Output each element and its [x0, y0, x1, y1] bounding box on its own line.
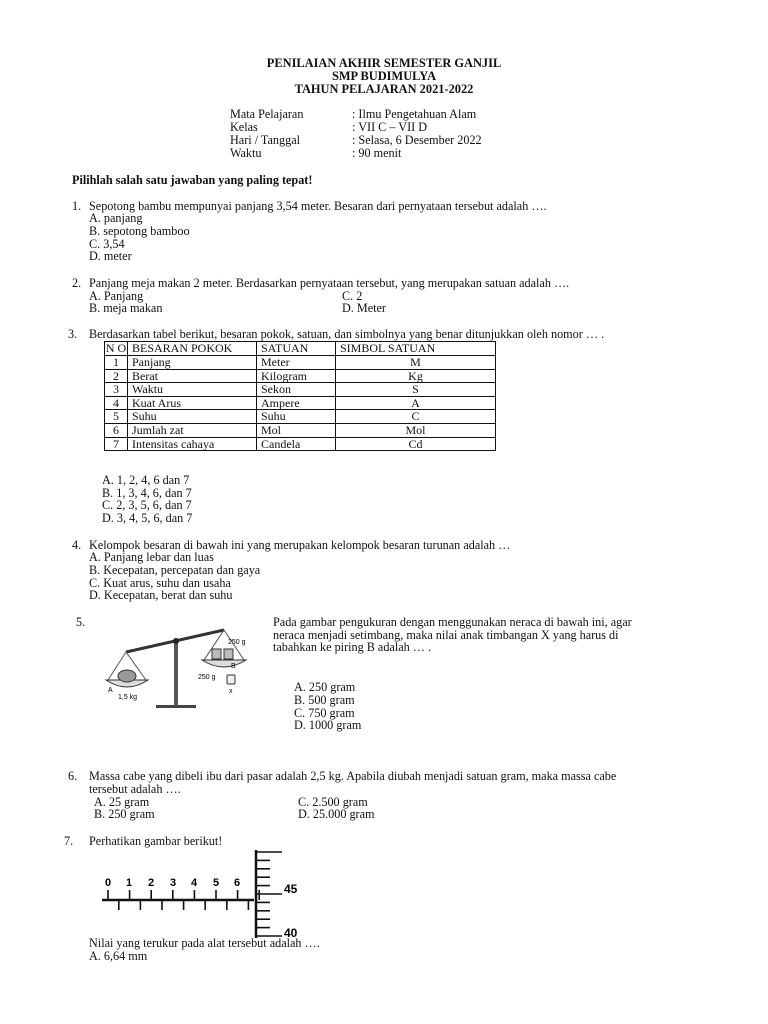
mass-1-5kg — [118, 670, 136, 682]
q1-option-c: C. 3,54 — [89, 237, 125, 251]
q3-option-c: C. 2, 3, 5, 6, dan 7 — [102, 498, 192, 512]
cell-unit: Candela — [257, 437, 336, 451]
cell-unit: Ampere — [257, 396, 336, 410]
label-1-5kg: 1,5 kg — [118, 694, 138, 701]
cell-no: 5 — [105, 410, 128, 424]
cell-quantity: Intensitas cahaya — [128, 437, 257, 451]
q5-option-a: A. 250 gram — [294, 680, 356, 694]
info-label-time: Waktu — [230, 146, 262, 160]
table-row — [105, 423, 496, 437]
info-value-time: : 90 menit — [352, 146, 402, 160]
scale-pivot — [173, 638, 179, 644]
scale-pillar — [174, 640, 178, 706]
school-name: SMP BUDIMULYA — [331, 69, 437, 83]
cell-no: 2 — [105, 369, 128, 383]
q1-option-b: B. sepotong bamboo — [89, 224, 190, 238]
table-row — [105, 410, 496, 424]
q7-number: 7. — [64, 834, 74, 848]
pan-b — [202, 660, 246, 667]
exam-title: PENILAIAN AKHIR SEMESTER GANJIL — [266, 56, 502, 70]
info-label-class: Kelas — [230, 120, 258, 134]
sleeve-number-3: 3 — [169, 877, 177, 889]
q5-text-line-3: tabahkan ke piring B adalah … . — [273, 640, 432, 654]
table-row — [105, 356, 496, 370]
academic-year: TAHUN PELAJARAN 2021-2022 — [294, 82, 474, 96]
cell-unit: Sekon — [257, 383, 336, 397]
q3-option-d: D. 3, 4, 5, 6, dan 7 — [102, 511, 193, 525]
label-250g-mid: 250 g — [198, 674, 216, 681]
cell-symbol: Kg — [336, 369, 496, 383]
info-value-date: : Selasa, 6 Desember 2022 — [352, 133, 482, 147]
table-row — [105, 383, 496, 397]
info-value-class: : VII C – VII D — [352, 120, 428, 134]
q2-option-a: A. Panjang — [89, 289, 144, 303]
cell-no: 7 — [105, 437, 128, 451]
q5-option-c: C. 750 gram — [294, 706, 355, 720]
table-row — [105, 437, 496, 451]
cell-quantity: Jumlah zat — [128, 423, 257, 437]
table-header-row — [105, 342, 496, 356]
cell-symbol: S — [336, 383, 496, 397]
q7-text: Perhatikan gambar berikut! — [89, 834, 223, 848]
instruction: Pilihlah salah satu jawaban yang paling tepat! — [72, 173, 313, 187]
label-a: A — [108, 687, 113, 694]
cell-quantity: Suhu — [128, 410, 257, 424]
table-row — [105, 369, 496, 383]
q5-option-d: D. 1000 gram — [294, 718, 362, 732]
cell-quantity: Berat — [128, 369, 257, 383]
q4-option-c: C. Kuat arus, suhu dan usaha — [89, 576, 231, 590]
quantities-table — [104, 341, 496, 451]
cell-no: 6 — [105, 423, 128, 437]
label-x: x — [229, 688, 233, 695]
sleeve-number-6: 6 — [233, 877, 241, 889]
cell-no: 3 — [105, 383, 128, 397]
cell-symbol: Cd — [336, 437, 496, 451]
q4-number: 4. — [72, 538, 82, 552]
table-header-quantity: BESARAN POKOK — [128, 342, 257, 356]
q1-option-d: D. meter — [89, 249, 132, 263]
q1-number: 1. — [72, 199, 82, 213]
thimble-label-40: 40 — [284, 926, 298, 940]
cell-unit: Meter — [257, 356, 336, 370]
weight-250g — [212, 649, 221, 659]
q6-option-d: D. 25.000 gram — [298, 807, 375, 821]
weight-250g — [224, 649, 233, 659]
q2-text: Panjang meja makan 2 meter. Berdasarkan pernyataan tersebut, yang merupakan satuan adalah …. — [89, 276, 570, 290]
cell-quantity: Kuat Arus — [128, 396, 257, 410]
cell-symbol: M — [336, 356, 496, 370]
cell-symbol: C — [336, 410, 496, 424]
sleeve-number-5: 5 — [212, 877, 220, 889]
q4-text: Kelompok besaran di bawah ini yang merupakan kelompok besaran turunan adalah … — [89, 538, 511, 552]
sleeve-number-2: 2 — [147, 877, 155, 889]
cell-symbol: Mol — [336, 423, 496, 437]
sleeve-numbers — [105, 877, 240, 889]
weight-x — [227, 675, 235, 684]
cell-unit: Kilogram — [257, 369, 336, 383]
balance-scale-figure — [100, 622, 260, 710]
q2-option-d: D. Meter — [342, 301, 386, 315]
cell-quantity: Panjang — [128, 356, 257, 370]
q6-text-line-2: tersebut adalah …. — [89, 782, 181, 796]
q5-number: 5. — [76, 615, 86, 629]
q3-text: Berdasarkan tabel berikut, besaran pokok, satuan, dan simbolnya yang benar ditunjukkan oleh nomor … . — [89, 327, 605, 341]
q6-number: 6. — [68, 769, 78, 783]
q6-text-line-1: Massa cabe yang dibeli ibu dari pasar adalah 2,5 kg. Apabila diubah menjadi satuan gram, maka massa cabe — [89, 769, 617, 783]
table-header-symbol: SIMBOL SATUAN — [336, 342, 496, 356]
cell-unit: Suhu — [257, 410, 336, 424]
sleeve-number-0: 0 — [104, 877, 112, 889]
table-header-unit: SATUAN — [257, 342, 336, 356]
q6-option-c: C. 2.500 gram — [298, 795, 368, 809]
q4-option-b: B. Kecepatan, percepatan dan gaya — [89, 563, 261, 577]
cell-no: 4 — [105, 396, 128, 410]
table-row — [105, 396, 496, 410]
cell-unit: Mol — [257, 423, 336, 437]
q2-option-c: C. 2 — [342, 289, 363, 303]
q6-option-b: B. 250 gram — [94, 807, 155, 821]
q5-text-line-1: Pada gambar pengukuran dengan menggunakan neraca di bawah ini, agar — [273, 615, 632, 629]
q1-option-a: A. panjang — [89, 211, 143, 225]
thimble-label-45: 45 — [284, 882, 298, 896]
q7-question: Nilai yang terukur pada alat tersebut adalah …. — [89, 936, 320, 950]
q1-text: Sepotong bambu mempunyai panjang 3,54 meter. Besaran dari pernyataan tersebut adalah …. — [89, 199, 547, 213]
info-value-subject: : Ilmu Pengetahuan Alam — [352, 107, 477, 121]
q6-option-a: A. 25 gram — [94, 795, 150, 809]
label-250g-top: 250 g — [228, 639, 246, 646]
info-label-date: Hari / Tanggal — [230, 133, 300, 147]
micrometer-figure — [98, 846, 318, 940]
sleeve-number-4: 4 — [190, 877, 198, 889]
q3-option-b: B. 1, 3, 4, 6, dan 7 — [102, 486, 192, 500]
q4-option-a: A. Panjang lebar dan luas — [89, 550, 214, 564]
q2-number: 2. — [72, 276, 82, 290]
cell-symbol: A — [336, 396, 496, 410]
thimble-ticks — [256, 852, 282, 936]
info-label-subject: Mata Pelajaran — [230, 107, 304, 121]
q3-number: 3. — [68, 327, 78, 341]
q5-option-b: B. 500 gram — [294, 693, 355, 707]
table-header-no: N O — [105, 341, 127, 355]
q7-option-a: A. 6,64 mm — [89, 949, 148, 963]
q3-option-a: A. 1, 2, 4, 6 dan 7 — [102, 473, 190, 487]
cell-no: 1 — [105, 356, 128, 370]
q2-option-b: B. meja makan — [89, 301, 163, 315]
cell-quantity: Waktu — [128, 383, 257, 397]
q5-text-line-2: neraca menjadi setimbang, maka nilai anak timbangan X yang harus di — [273, 628, 619, 642]
sleeve-number-1: 1 — [125, 877, 133, 889]
label-b: B — [231, 663, 236, 670]
q4-option-d: D. Kecepatan, berat dan suhu — [89, 588, 233, 602]
